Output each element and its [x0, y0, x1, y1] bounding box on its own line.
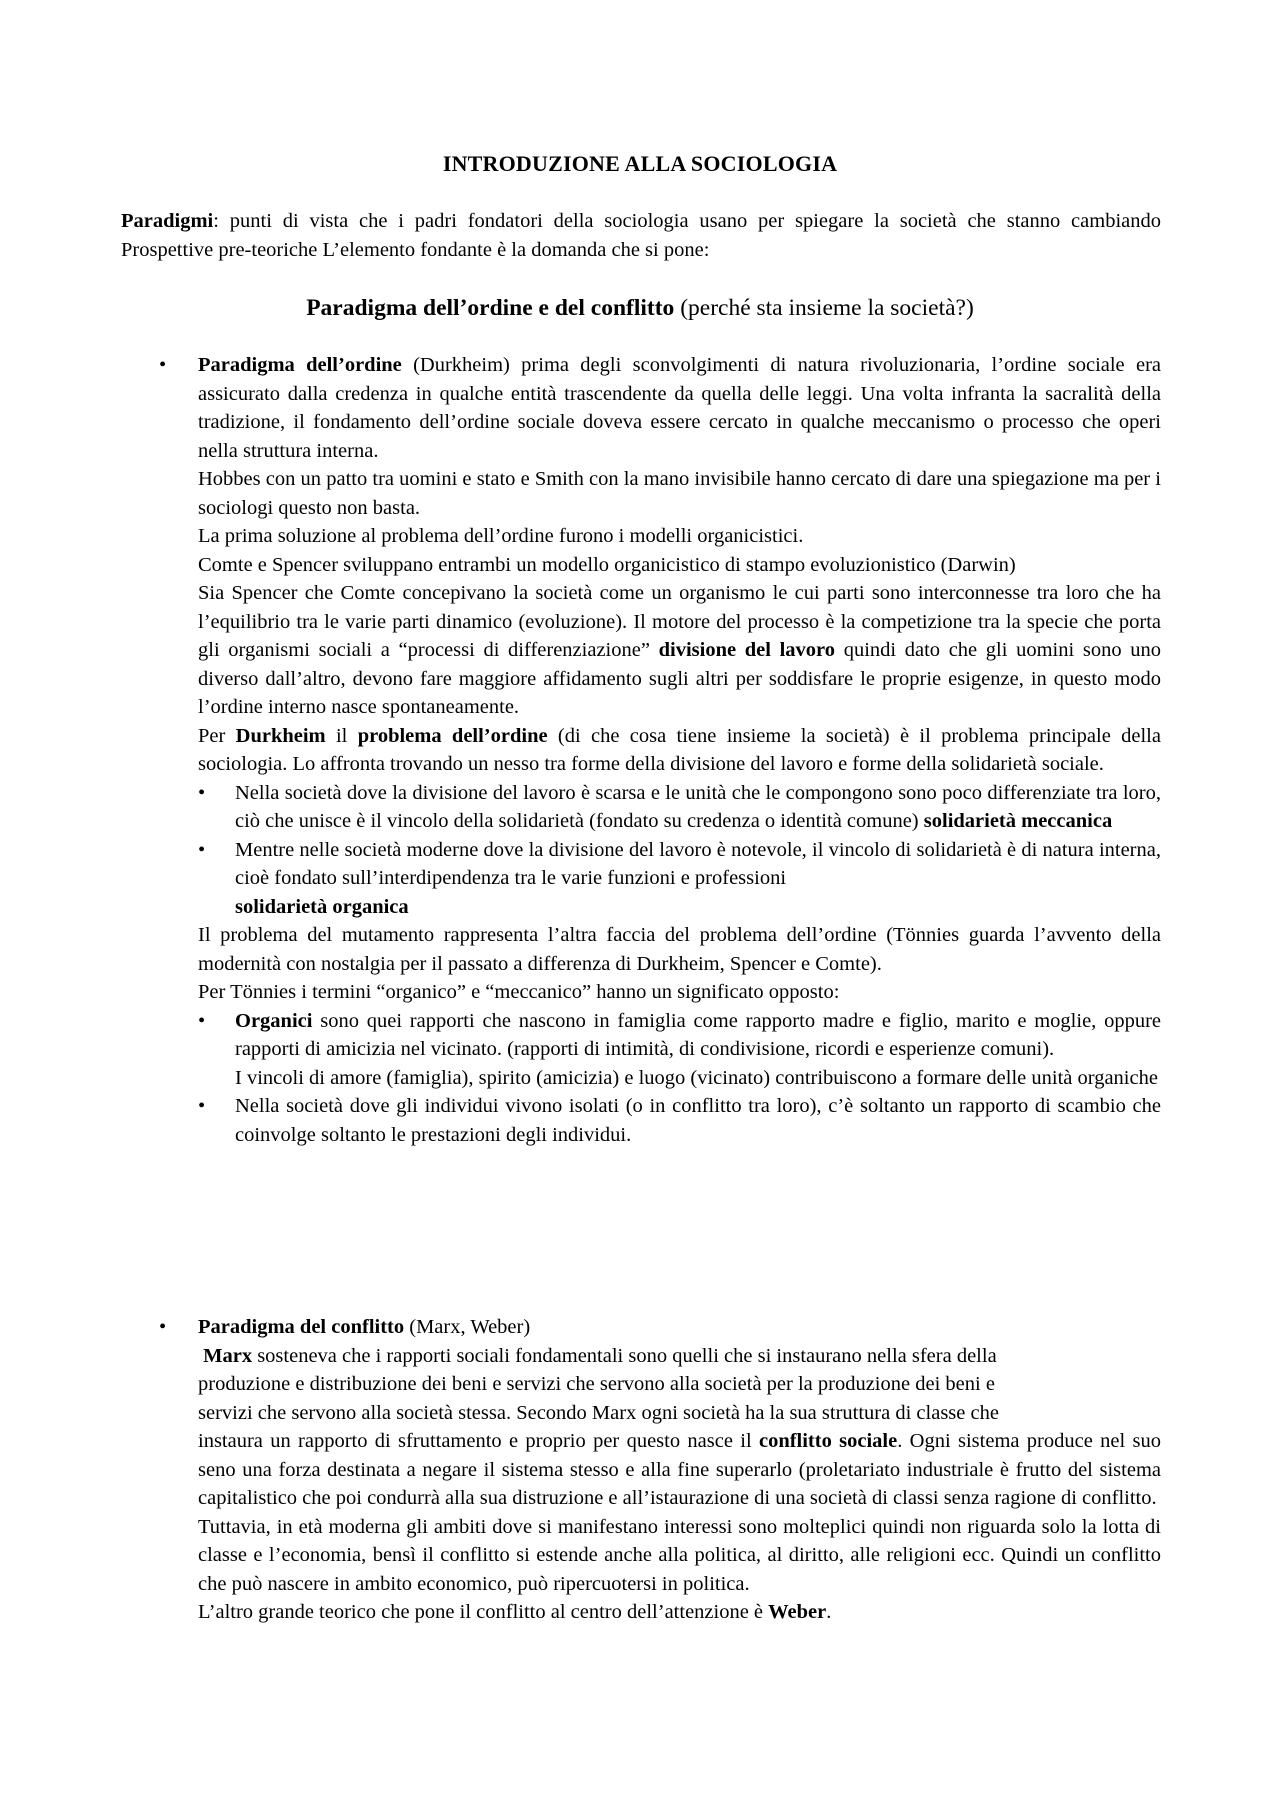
marx-rest-text-2: . Ogni sistema produce nel suo seno una forza destinata a negare il sistema stesso e alla fine superarlo (proletariato industriale è frutto del sistema capitalistico che poi condurrà alla sua distruzione e all’istaurazione di una società di classi senza ragione di conflitto. [198, 1430, 1161, 1509]
organica-text: Mentre nelle società moderne dove la divisione del lavoro è notevole, il vincolo di solidarietà è di natura interna, cioè fondato sull’interdipendenza tra le varie funzioni e professioni [235, 838, 1161, 889]
intro-paragraph [121, 207, 1161, 264]
sub-bullet-organica [198, 836, 1161, 922]
bullet-ordine-body [198, 351, 1161, 1149]
intro-text: : punti di vista che i padri fondatori della sociologia usano per spiegare la società che stanno cambiando Prospettive pre-teoriche L’elemento fondante è la domanda che si pone: [121, 210, 1161, 261]
organica-paragraph [235, 836, 1161, 922]
marx-rest-paragraph [198, 1427, 1161, 1513]
problema-ordine-term: problema dell’ordine [357, 724, 548, 747]
weber-paragraph [198, 1598, 1161, 1627]
ordine-heading-paragraph [198, 351, 1161, 465]
prima-soluzione-paragraph: La prima soluzione al problema dell’ordine furono i modelli organicistici. [198, 525, 804, 547]
marx-term: Marx [203, 1344, 253, 1367]
weber-text-2: . [826, 1601, 832, 1623]
bullet-conflitto-body [198, 1313, 1161, 1627]
comte-spencer-paragraph: Comte e Spencer sviluppano entrambi un modello organicistico di stampo evoluzionistico (Darwin) [198, 553, 1016, 576]
sub-bullet-meccanica [198, 779, 1161, 836]
sub-bullet-organici [198, 1007, 1161, 1093]
marx-line-1 [198, 1342, 1161, 1371]
mutamento-paragraph: Il problema del mutamento rappresenta l’altra faccia del problema dell’ordine (Tönnies guarda l’avvento della modernità con nostalgia per il passato a differenza di Durkheim, Spencer e Comte). [198, 924, 1161, 975]
durk-text-3: (di che cosa tiene insieme la società) è il problema principale della sociologia. Lo affronta trovando un nesso tra forme della divisione del lavoro e forme della solidarietà sociale. [198, 724, 1161, 775]
organici-text: sono quei rapporti che nascono in famiglia come rapporto madre e figlio, marito e moglie, oppure rapporti di amicizia nel vicinato. (rapporti di intimità, di condivisione, ricordi e esperienze comuni). [235, 1009, 1161, 1060]
sub-bullet-symbol: • [198, 1095, 206, 1117]
durk-text-1: Per [198, 724, 236, 747]
marx-line-2: produzione e distribuzione dei beni e servizi che servono alla società per la produzione dei beni e [198, 1373, 995, 1395]
durk-text-2: il [325, 724, 358, 747]
hobbes-paragraph: Hobbes con un patto tra uomini e stato e Smith con la mano invisibile hanno cercato di dare una spiegazione ma per i sociologi questo non basta. [198, 468, 1161, 519]
durkheim-paragraph [198, 722, 1161, 779]
page-title: INTRODUZIONE ALLA SOCIOLOGIA [442, 151, 838, 176]
ordine-heading: Paradigma dell’ordine [198, 354, 402, 376]
subheading-bold: Paradigma dell’ordine e del conflitto [306, 295, 675, 321]
meccanica-text: Nella società dove la divisione del lavoro è scarsa e le unità che le compongono sono poco differenziate tra loro, ciò che unisce è il vincolo della solidarietà (fondato su credenza o identità comune) [235, 781, 1161, 832]
sub-bullet-symbol: • [198, 838, 206, 861]
durkheim-term: Durkheim [235, 724, 326, 747]
sub-bullet-symbol: • [198, 1009, 206, 1032]
bullet-symbol: • [159, 354, 167, 376]
spencer-comte-paragraph [198, 579, 1161, 722]
spencer-text-1: Sia Spencer che Comte concepivano la società come un organismo le cui parti sono interconnesse tra loro che ha l’equilibrio tra le varie parti dinamico (evoluzione). Il motore del processo è la competizione tra la specie che porta gli organismi sociali a “processi di differenziazione” [198, 582, 1161, 661]
conflitto-heading: Paradigma del conflitto [198, 1316, 405, 1338]
scambio-paragraph: Nella società dove gli individui vivono isolati (o in conflitto tra loro), c’è soltanto un rapporto di scambio che coinvolge soltanto le prestazioni degli individui. [235, 1095, 1161, 1146]
conflitto-heading-paragraph [198, 1313, 1161, 1342]
conflitto-heading-text: (Marx, Weber) [404, 1316, 531, 1338]
weber-term: Weber [768, 1601, 827, 1623]
vincoli-paragraph: I vincoli di amore (famiglia), spirito (amicizia) e luogo (vicinato) contribuiscono a formare delle unità organiche [235, 1066, 1158, 1089]
tuttavia-paragraph: Tuttavia, in età moderna gli ambiti dove si manifestano interessi sono molteplici quindi non riguarda solo la lotta di classe e l’economia, bensì il conflitto si estende anche alla politica, al diritto, alle religioni ecc. Quindi un conflitto che può nascere in ambito economico, può ripercuotersi in politica. [198, 1515, 1161, 1595]
sub-bullet-symbol: • [198, 781, 206, 804]
divisione-lavoro-term: divisione del lavoro [658, 639, 836, 661]
bullet-symbol: • [159, 1316, 167, 1338]
meccanica-paragraph [235, 779, 1161, 836]
marx-rest-text-1: instaura un rapporto di sfruttamento e proprio per questo nasce il [198, 1430, 759, 1452]
tonnies-paragraph: Per Tönnies i termini “organico” e “meccanico” hanno un significato opposto: [198, 981, 840, 1003]
section-subheading [0, 294, 1280, 323]
marx-line-3: servizi che servono alla società stessa. Secondo Marx ogni società ha la sua struttura di classe che [198, 1401, 999, 1424]
sub-bullet-scambio [198, 1092, 1161, 1149]
ordine-heading-text: (Durkheim) prima degli sconvolgimenti di natura rivoluzionaria, l’ordine sociale era assicurato dalla credenza in qualche entità trascendente da quella delle leggi. Una volta infranta la sacralità della tradizione, il fondamento dell’ordine sociale doveva essere cercato in qualche meccanismo o processo che operi nella struttura interna. [198, 354, 1161, 462]
weber-text-1: L’altro grande teorico che pone il conflitto al centro dell’attenzione è [198, 1601, 769, 1623]
conflitto-sociale-term: conflitto sociale [758, 1430, 898, 1452]
organici-term: Organici [235, 1009, 313, 1032]
organici-paragraph [235, 1007, 1161, 1064]
marx-line1-text: sosteneva che i rapporti sociali fondamentali sono quelli che si instaurano nella sfera della [252, 1344, 997, 1367]
intro-term: Paradigmi [121, 210, 214, 232]
solidarieta-meccanica-term: solidarietà meccanica [923, 810, 1113, 832]
solidarieta-organica-term: solidarietà organica [235, 895, 409, 918]
subheading-normal: (perché sta insieme la società?) [674, 295, 974, 321]
spencer-text-2: quindi dato che gli uomini sono uno diverso dall’altro, devono fare maggiore affidamento sugli altri per soddisfare le proprie esigenze, in questo modo l’ordine interno nasce spontaneamente. [198, 639, 1161, 718]
